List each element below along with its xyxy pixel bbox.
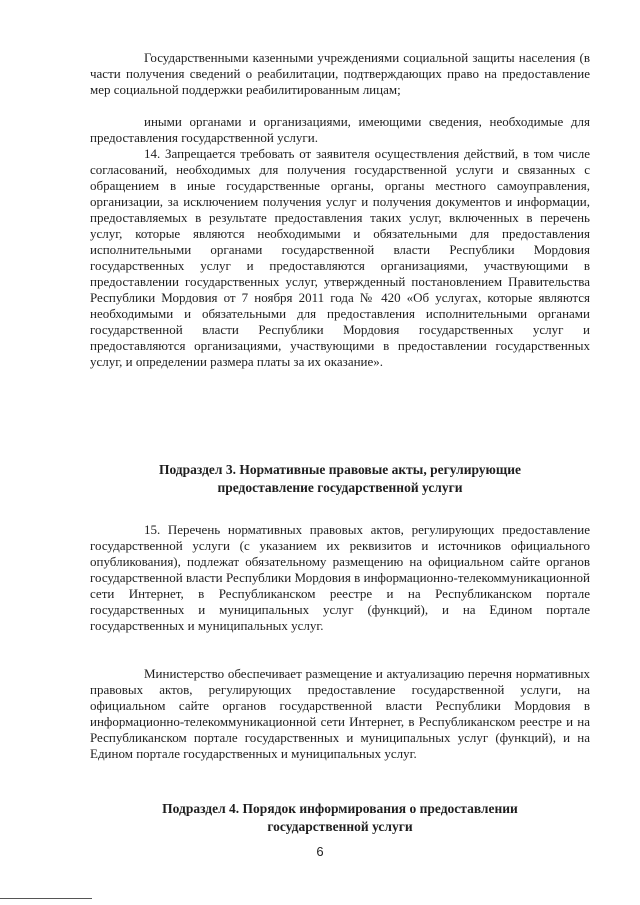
subsection-3-heading-line-2: предоставление государственной услуги	[217, 480, 463, 495]
subsection-3-heading-line-1: Подраздел 3. Нормативные правовые акты, регулирующие	[158, 462, 522, 477]
subsection-4-heading-line-2: государственной услуги	[267, 819, 413, 834]
paragraph-other-bodies: иными органами и организациями, имеющими сведения, необходимые для предоставления государственной услуги.	[90, 114, 590, 145]
paragraph-14-prohibition: 14. Запрещается требовать от заявителя осуществления действий, в том числе согласований, необходимых для получения государственной услуги и связанных с обращением в иные государственные органы, органы местного самоуправления, организации, за исключением получения услуг и получения документов и информации, предоставляемых в результате предоставления таких услуг, включенных в перечень услуг, которые являются необходимыми и обязательными для предоставления исполнительными органами государственной власти Республики Мордовия государственных услуг и предоставляются организациями, участвующими в предоставлении государственных услуг, утвержденный постановлением Правительства Республики Мордовия от 7 ноября 2011 года № 420 «Об услугах, которые являются необходимыми и обязательными для предоставления исполнительными органами государственной власти Республики Мордовия государственных услуг и предоставляются организациями, участвующими в предоставлении государственных услуг, и определении размера платы за их оказание».	[90, 146, 590, 369]
paragraph-ministry-publishing: Министерство обеспечивает размещение и актуализацию перечня нормативных правовых актов, регулирующих предоставление государственной услуги, на официальном сайте органов государственной власти Республики Мордовия в информационно-телекоммуникационной сети Интернет, в Республиканском реестре и на Республиканском портале государственных и муниципальных услуг (функций), и на Едином портале государственных и муниципальных услуг.	[90, 666, 590, 761]
subsection-4-heading	[90, 800, 590, 836]
paragraph-15-legal-acts: 15. Перечень нормативных правовых актов, регулирующих предоставление государственной услуги (с указанием их реквизитов и источников официального опубликования), подлежат обязательному размещению на официальном сайте органов государственной власти Республики Мордовия в информационно-телекоммуникационной сети Интернет, в Республиканском реестре и на Республиканском портале государственных и муниципальных услуг (функций), и на Едином портале государственных и муниципальных услуг.	[90, 522, 590, 633]
paragraph-social-protection: Государственными казенными учреждениями социальной защиты населения (в части получения сведений о реабилитации, подтверждающих право на предоставление мер социальной поддержки реабилитированным лицам;	[90, 50, 590, 97]
subsection-3-heading	[90, 461, 590, 497]
footer-rule	[0, 898, 92, 899]
page-number: 6	[316, 844, 324, 859]
subsection-4-heading-line-1: Подраздел 4. Порядок информирования о предоставлении	[162, 801, 518, 816]
